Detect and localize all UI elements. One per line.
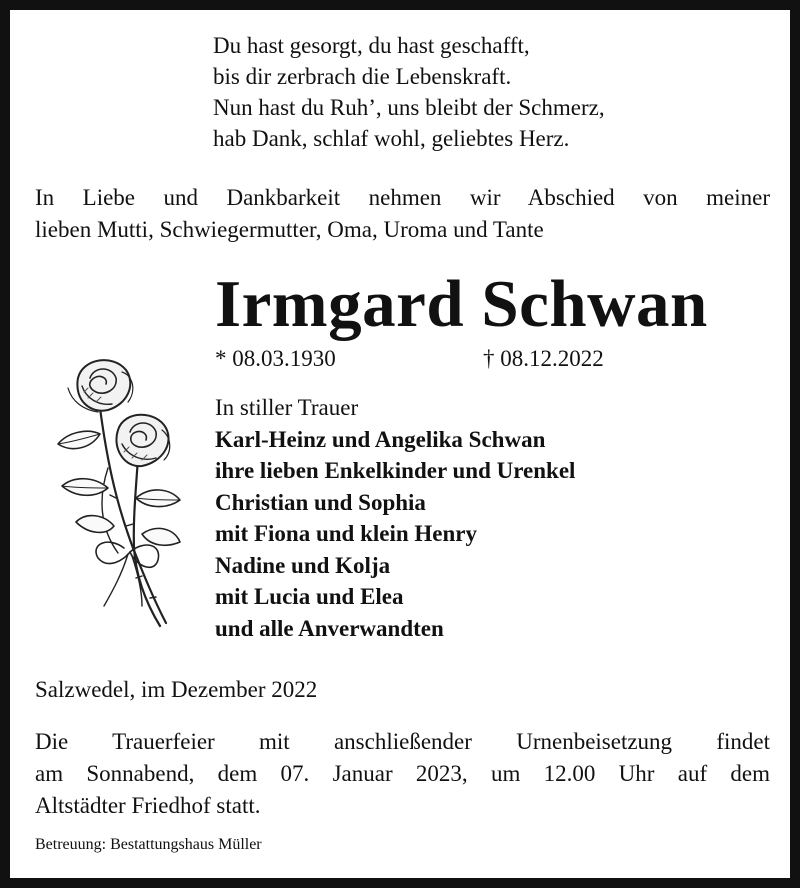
mourner-entry: Karl-Heinz und Angelika Schwan [215, 426, 546, 452]
poem [213, 30, 733, 154]
farewell-intro [35, 182, 770, 246]
mourners-list [215, 392, 775, 644]
birth-date: * 08.03.1930 [215, 346, 336, 371]
mourners-heading: In stiller Trauer [215, 395, 359, 420]
service-line-2: am Sonnabend, dem 07. Januar 2023, um 12.00 Uhr auf dem [35, 761, 770, 786]
mourner-entry: mit Lucia und Elea [215, 584, 404, 609]
poem-line: Du hast gesorgt, du hast geschafft, [213, 33, 530, 58]
poem-line: bis dir zerbrach die Lebenskraft. [213, 64, 512, 89]
place-and-date: Salzwedel, im Dezember 2022 [35, 677, 318, 702]
intro-line-1: In Liebe und Dankbarkeit nehmen wir Abschied von meiner [35, 185, 770, 210]
service-line-1: Die Trauerfeier mit anschließender Urnenbeisetzung findet [35, 729, 770, 754]
intro-line-2: lieben Mutti, Schwiegermutter, Oma, Uroma und Tante [35, 217, 544, 242]
mourner-entry: mit Fiona und klein Henry [215, 521, 477, 546]
mourner-entry: Christian und Sophia [215, 489, 426, 515]
service-line-3: Altstädter Friedhof statt. [35, 793, 261, 818]
mourner-entry: Nadine und Kolja [215, 552, 391, 578]
roses-illustration [38, 348, 188, 633]
mourner-entry: und alle Anverwandten [215, 615, 444, 641]
mourner-entry: ihre lieben Enkelkinder und Urenkel [215, 458, 576, 483]
poem-line: Nun hast du Ruh’, uns bleibt der Schmerz, [213, 95, 605, 120]
poem-line: hab Dank, schlaf wohl, geliebtes Herz. [213, 126, 570, 151]
funeral-home-credit: Betreuung: Bestattungshaus Müller [35, 836, 262, 853]
funeral-service-info [35, 726, 770, 822]
death-date: † 08.12.2022 [483, 346, 604, 371]
deceased-name: Irmgard Schwan [215, 267, 708, 341]
